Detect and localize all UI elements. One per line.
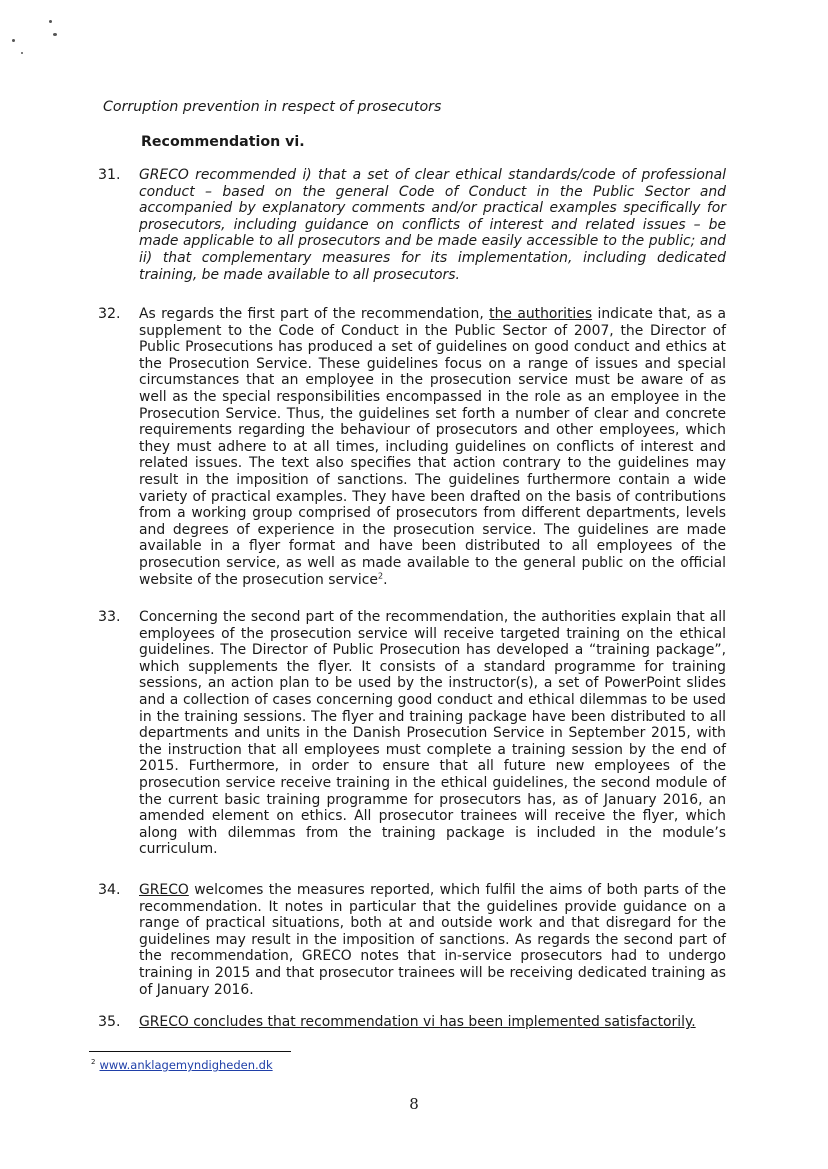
paragraph-35	[98, 1014, 734, 1031]
footnote-reference[interactable]: 2	[377, 570, 384, 580]
paragraph-33	[98, 609, 734, 858]
footnote-link[interactable]: www.anklagemyndigheden.dk	[99, 1058, 273, 1072]
text-segment: .	[383, 571, 388, 588]
paragraph-34	[98, 882, 734, 998]
paragraph-number: 33.	[98, 609, 121, 625]
scan-speck	[53, 33, 57, 36]
section-heading: Corruption prevention in respect of prosecutors	[103, 99, 442, 115]
paragraph-number: 31.	[98, 167, 121, 183]
recommendation-heading: Recommendation vi.	[141, 134, 305, 150]
paragraph-text: GRECO concludes that recommendation vi has been implemented satisfactorily.	[139, 1014, 696, 1030]
paragraph-text: Concerning the second part of the recommendation, the authorities explain that all employees of the prosecution service will receive targeted training on the ethical guidelines. The Director of Public Prosecution has developed a “training package”, which supplements the flyer. It consists of a standard programme for training sessions, an action plan to be used by the instructor(s), a set of PowerPoint slides and a collection of cases concerning good conduct and ethical dilemmas to be used in the training sessions. The flyer and training package have been distributed to all departments and units in the Danish Prosecution Service in September 2015, with the instruction that all employees must complete a training session by the end of 2015. Furthermore, in order to ensure that all future new employees of the prosecution service receive training in the ethical guidelines, the second module of the current basic training programme for prosecutors has, as of January 2016, an amended element on ethics. All prosecutor trainees will receive the flyer, which along with dilemmas from the training package is included in the module’s curriculum.	[139, 609, 726, 858]
paragraph-number: 32.	[98, 306, 121, 322]
authorities-link[interactable]: the authorities	[489, 306, 593, 322]
paragraph-32	[98, 306, 734, 588]
page-number: 8	[409, 1095, 419, 1113]
paragraph-text: GRECO recommended i) that a set of clear ethical standards/code of professional conduct – based on the general Code of Conduct in the Public Sector and accompanied by explanatory comments and/or practical examples specifically for prosecutors, including guidance on conflicts of interest and related issues – be made applicable to all prosecutors and be made easily accessible to the public; and ii) that complementary measures for its implementation, including dedicated training, be made available to all prosecutors.	[139, 167, 726, 283]
text-segment: indicate that, as a supplement to the Code of Conduct in the Public Sector of 2007, the Director of Public Prosecutions has produced a set of guidelines on good conduct and ethics at the Prosecution Service. These guidelines focus on a range of issues and special circumstances that an employee in the prosecution service must be aware of as well as the special responsibilities encompassed in the role as an employee in the Prosecution Service. Thus, the guidelines set forth a number of clear and concrete requirements regarding the behaviour of prosecutors and other employees, which they must adhere to at all times, including guidelines on conflicts of interest and related issues. The text also specifies that action contrary to the guidelines may result in the imposition of sanctions. The guidelines furthermore contain a wide variety of practical examples. They have been drafted on the basis of contributions from a working group comprised of prosecutors from different departments, levels and degrees of experience in the prosecution service. The guidelines are made available in a flyer format and have been distributed to all employees of the prosecution service, as well as made available to the general public on the official website of the prosecution service	[139, 306, 727, 588]
greco-link[interactable]: GRECO	[139, 882, 189, 898]
paragraph-number: 34.	[98, 882, 121, 898]
scan-speck	[21, 52, 23, 54]
paragraph-number: 35.	[98, 1014, 121, 1030]
scan-speck	[49, 20, 52, 23]
footnote-marker: 2	[91, 1058, 96, 1066]
text-segment: welcomes the measures reported, which fulfil the aims of both parts of the recommendation. It notes in particular that the guidelines provide guidance on a range of practical situations, both at and outside work and that disregard for the guidelines may result in the imposition of sanctions. As regards the second part of the recommendation, GRECO notes that in-service prosecutors had to undergo training in 2015 and that prosecutor trainees will be receiving dedicated training as of January 2016.	[139, 882, 726, 998]
paragraph-text	[139, 306, 726, 588]
paragraph-text	[139, 882, 726, 998]
footnote	[91, 1058, 273, 1072]
text-segment: As regards the first part of the recommendation,	[139, 306, 490, 322]
scan-speck	[12, 39, 15, 42]
paragraph-31	[98, 167, 734, 283]
footnote-divider	[89, 1051, 291, 1052]
